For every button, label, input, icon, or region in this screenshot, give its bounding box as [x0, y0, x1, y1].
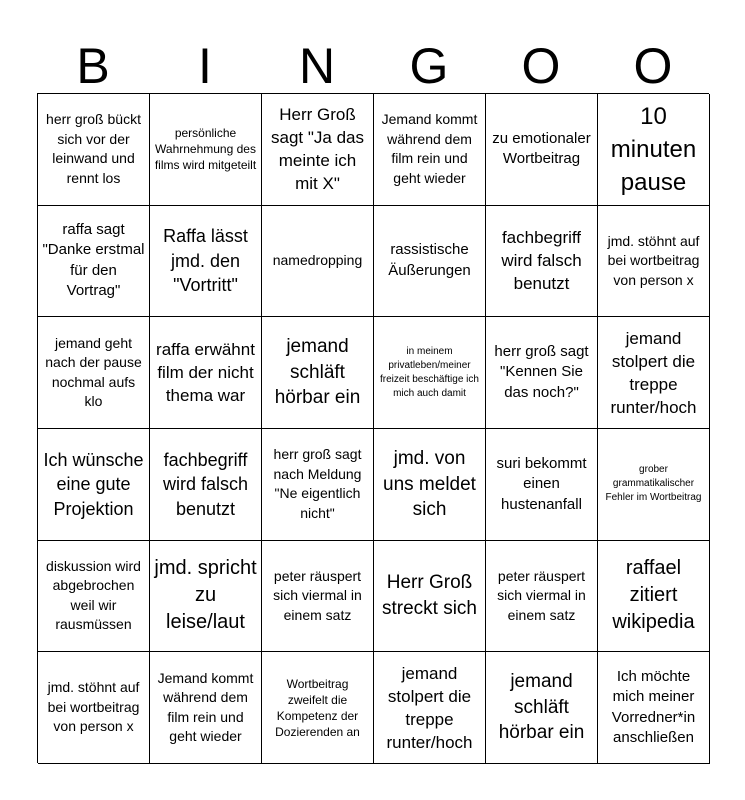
- cell-text: zu emotionaler Wortbeitrag: [492, 129, 591, 168]
- bingo-cell[interactable]: [374, 94, 486, 206]
- cell-text: jmd. spricht zu leise/laut: [154, 557, 257, 634]
- cell-text: Jemand kommt während dem film rein und geht wieder: [157, 669, 254, 745]
- cell-text: Raffa lässt jmd. den "Vortritt": [163, 226, 248, 296]
- cell-text: jmd. von uns meldet sich: [383, 448, 476, 521]
- cell-text: 10 minuten pause: [610, 102, 697, 196]
- bingo-cell[interactable]: [374, 429, 486, 541]
- bingo-cell[interactable]: [486, 206, 598, 318]
- bingo-cell[interactable]: [150, 652, 262, 764]
- bingo-cell[interactable]: [374, 206, 486, 318]
- bingo-cell[interactable]: [38, 541, 150, 653]
- cell-text: fachbegriff wird falsch benutzt: [501, 228, 582, 294]
- bingo-cell[interactable]: [150, 429, 262, 541]
- bingo-cell[interactable]: [598, 317, 710, 429]
- bingo-cell[interactable]: [150, 206, 262, 318]
- cell-text: persönliche Wahrnehmung des films wird mitgeteilt: [154, 126, 257, 173]
- cell-text: jemand geht nach der pause nochmal aufs klo: [45, 334, 142, 410]
- header-letter-i: I: [198, 38, 212, 94]
- header-letter-g: G: [409, 38, 449, 94]
- bingo-cell[interactable]: [486, 541, 598, 653]
- bingo-cell[interactable]: [38, 317, 150, 429]
- bingo-cell[interactable]: [38, 206, 150, 318]
- bingo-cell[interactable]: [486, 94, 598, 206]
- bingo-header: [37, 38, 709, 94]
- header-letter-b: B: [76, 38, 110, 94]
- cell-text: Wortbeitrag zweifelt die Kompetenz der Dozierenden an: [275, 676, 360, 739]
- bingo-cell[interactable]: [486, 429, 598, 541]
- cell-text: diskussion wird abgebrochen weil wir rausmüssen: [46, 557, 141, 633]
- header-letter-o: O: [521, 38, 561, 94]
- cell-text: Herr Groß streckt sich: [381, 572, 478, 619]
- bingo-cell[interactable]: [598, 652, 710, 764]
- cell-text: herr groß sagt nach Meldung "Ne eigentlich nicht": [273, 446, 362, 521]
- bingo-cell[interactable]: [262, 94, 374, 206]
- bingo-cell[interactable]: [598, 206, 710, 318]
- bingo-cell[interactable]: [374, 541, 486, 653]
- bingo-cell[interactable]: [150, 317, 262, 429]
- cell-text: raffael zitiert wikipedia: [612, 557, 695, 634]
- bingo-cell[interactable]: [38, 652, 150, 764]
- bingo-cell[interactable]: [374, 317, 486, 429]
- cell-text: raffa erwähnt film der nicht thema war: [156, 340, 255, 406]
- bingo-cell[interactable]: [262, 317, 374, 429]
- cell-text: peter räuspert sich viermal in einem satz: [273, 567, 362, 623]
- cell-text: jemand stolpert die treppe runter/hoch: [610, 328, 697, 417]
- cell-text: Ich möchte mich meiner Vorredner*in anschließen: [611, 667, 696, 747]
- bingo-cell[interactable]: [486, 652, 598, 764]
- cell-text: peter räuspert sich viermal in einem satz: [497, 567, 586, 623]
- cell-text: in meinem privatleben/meiner freizeit beschäftige ich mich auch damit: [380, 345, 479, 399]
- cell-text: grober grammatikalischer Fehler im Wortbeitrag: [605, 464, 702, 504]
- cell-text: rassistische Äußerungen: [388, 241, 471, 279]
- bingo-grid: [37, 93, 709, 763]
- bingo-cell[interactable]: [486, 317, 598, 429]
- header-letter-n: N: [298, 38, 336, 94]
- cell-text: raffa sagt "Danke erstmal für den Vortrag": [42, 220, 145, 300]
- cell-text: herr groß bückt sich vor der leinwand und rennt los: [46, 111, 141, 186]
- cell-text: jmd. stöhnt auf bei wortbeitrag von person x: [607, 232, 700, 288]
- cell-text: jmd. stöhnt auf bei wortbeitrag von person x: [47, 679, 140, 735]
- bingo-cell[interactable]: [598, 94, 710, 206]
- bingo-cell[interactable]: [598, 429, 710, 541]
- bingo-cell[interactable]: [262, 206, 374, 318]
- bingo-cell[interactable]: [38, 94, 150, 206]
- cell-text: suri bekommt einen hustenanfall: [496, 454, 587, 513]
- bingo-cell[interactable]: [262, 652, 374, 764]
- bingo-cell[interactable]: [374, 652, 486, 764]
- cell-text: herr groß sagt "Kennen Sie das noch?": [494, 342, 589, 401]
- cell-text: jemand schläft hörbar ein: [498, 671, 585, 744]
- cell-text: Jemand kommt während dem film rein und geht wieder: [381, 111, 478, 186]
- cell-text: jemand stolpert die treppe runter/hoch: [386, 663, 473, 752]
- cell-text: Ich wünsche eine gute Projektion: [43, 449, 144, 519]
- bingo-cell[interactable]: [150, 94, 262, 206]
- cell-text: jemand schläft hörbar ein: [274, 336, 361, 409]
- bingo-cell[interactable]: [150, 541, 262, 653]
- bingo-cell[interactable]: [38, 429, 150, 541]
- bingo-cell[interactable]: [598, 541, 710, 653]
- cell-text: Herr Groß sagt "Ja das meinte ich mit X": [271, 105, 364, 194]
- cell-text: namedropping: [272, 252, 363, 269]
- cell-text: fachbegriff wird falsch benutzt: [162, 449, 249, 519]
- bingo-cell[interactable]: [262, 541, 374, 653]
- bingo-cell[interactable]: [262, 429, 374, 541]
- header-letter-o2: O: [633, 38, 673, 94]
